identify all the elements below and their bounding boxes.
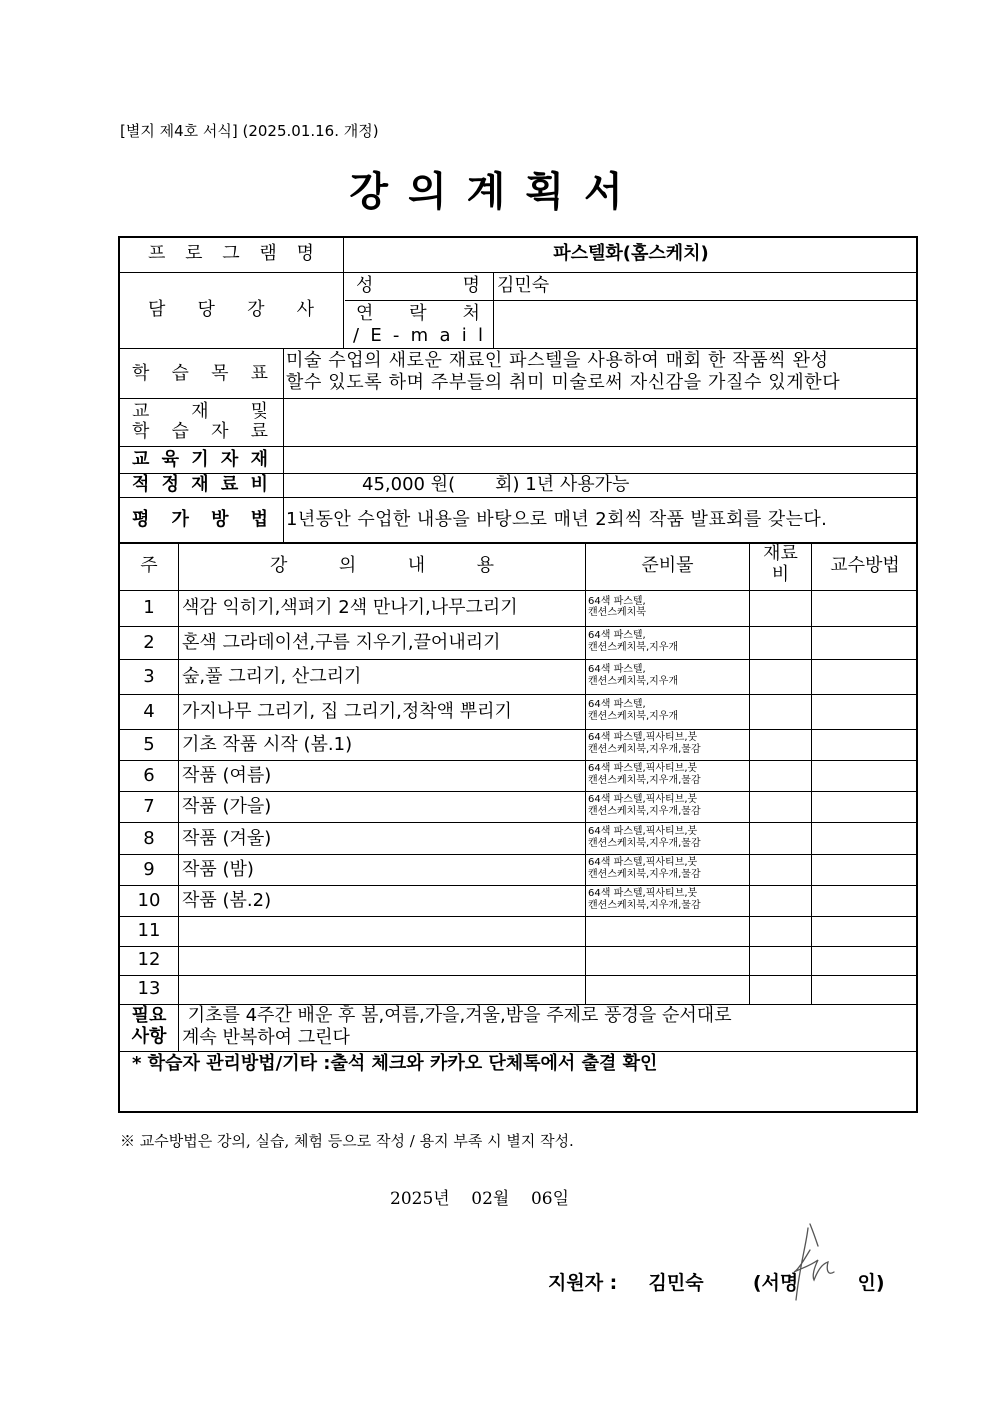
col-content-header: 강 의 내 용	[270, 555, 496, 576]
week-content: 혼색 그라데이션,구름 지우기,끌어내리기	[182, 632, 501, 653]
sign-open: (서명	[752, 1272, 799, 1294]
week-prep-2: 캔션스케치북,지우개,물감	[588, 806, 701, 817]
week-content: 작품 (여름)	[182, 765, 272, 786]
handwritten-signature	[788, 1220, 840, 1306]
week-prep-1: 64색 파스텔,	[588, 664, 646, 675]
equipment-label: 교 육 기 자 재	[132, 449, 270, 470]
week-prep-2: 캔션스케치북	[588, 607, 646, 618]
goal-label: 학 습 목 표	[132, 363, 270, 384]
week-prep-2: 캔션스케치북,지우개,물감	[588, 869, 701, 880]
applicant-label: 지원자 :	[548, 1272, 618, 1294]
week-content: 가지나무 그리기, 집 그리기,정착액 뿌리기	[182, 701, 512, 722]
week-prep-2: 캔션스케치북,지우개	[588, 676, 679, 687]
week-number: 9	[143, 859, 155, 880]
week-prep-2: 캔션스케치북,지우개	[588, 711, 679, 722]
week-prep-1: 64색 파스텔,	[588, 699, 646, 710]
week-prep-1: 64색 파스텔,픽사티브,붓	[588, 732, 698, 743]
week-number: 3	[143, 666, 155, 687]
document-title: 강의계획서	[349, 169, 643, 215]
instructor-label: 담 당 강 사	[148, 299, 316, 320]
week-prep-1: 64색 파스텔,픽사티브,붓	[588, 857, 698, 868]
instructor-name: 김민숙	[497, 275, 550, 296]
submission-date: 2025년 02월 06일	[390, 1189, 570, 1209]
week-prep-2: 캔션스케치북,지우개,물감	[588, 744, 701, 755]
fee-label: 적 정 재 료 비	[132, 474, 270, 495]
week-content: 색감 익히기,색펴기 2색 만나기,나무그리기	[182, 597, 518, 618]
footnote: ※ 교수방법은 강의, 실습, 체험 등으로 작성 / 용지 부족 시 별지 작성.	[120, 1132, 574, 1150]
evaluation-value: 1년동안 수업한 내용을 바탕으로 매년 2회씩 작품 발표회를 갖는다.	[286, 509, 828, 530]
week-number: 12	[137, 949, 161, 970]
col-cost-header-1: 재료	[763, 543, 798, 564]
col-method-header: 교수방법	[830, 555, 900, 576]
week-prep-2: 캔션스케치북,지우개	[588, 642, 679, 653]
week-prep-2: 캔션스케치북,지우개,물감	[588, 838, 701, 849]
management-note: * 학습자 관리방법/기타 :출석 체크와 카카오 단체톡에서 출결 확인	[132, 1053, 658, 1074]
program-label: 프 로 그 램 명	[148, 243, 316, 264]
goal-line-1: 미술 수업의 새로운 재료인 파스텔을 사용하여 매회 한 작품씩 완성	[286, 350, 829, 371]
week-number: 8	[143, 828, 155, 849]
week-number: 2	[143, 632, 155, 653]
col-prep-header: 준비물	[641, 555, 694, 576]
form-number: [별지 제4호 서식] (2025.01.16. 개정)	[120, 122, 379, 140]
material-label-2: 학 습 자 료	[132, 421, 270, 442]
applicant-name: 김민숙	[648, 1272, 704, 1294]
week-prep-1: 64색 파스텔,픽사티브,붓	[588, 888, 698, 899]
week-prep-1: 64색 파스텔,픽사티브,붓	[588, 763, 698, 774]
col-week-header: 주	[140, 555, 158, 576]
fee-value: 45,000 원( 회) 1년 사용가능	[362, 474, 630, 495]
email-label: / E - m a i l	[353, 325, 485, 346]
week-prep-1: 64색 파스텔,픽사티브,붓	[588, 826, 698, 837]
week-number: 13	[137, 978, 161, 999]
week-prep-1: 64색 파스텔,	[588, 630, 646, 641]
week-content: 작품 (봄.2)	[182, 890, 272, 911]
required-label-1: 필요	[131, 1005, 167, 1026]
week-number: 1	[143, 597, 155, 618]
week-prep-2: 캔션스케치북,지우개,물감	[588, 775, 701, 786]
week-number: 10	[137, 890, 161, 911]
week-prep-1: 64색 파스텔,픽사티브,붓	[588, 794, 698, 805]
week-prep-2: 캔션스케치북,지우개,물감	[588, 900, 701, 911]
evaluation-label: 평 가 방 법	[132, 509, 270, 530]
week-content: 작품 (밤)	[182, 859, 254, 880]
name-label: 성 명	[356, 275, 482, 296]
week-content: 작품 (가을)	[182, 796, 272, 817]
week-prep-1: 64색 파스텔,	[588, 596, 646, 607]
plan-table	[118, 236, 918, 1113]
required-label-2: 사항	[131, 1026, 167, 1047]
week-content: 숲,풀 그리기, 산그리기	[182, 666, 362, 687]
required-line-2: 계속 반복하여 그린다	[182, 1027, 350, 1048]
week-number: 5	[143, 734, 155, 755]
week-content: 작품 (겨울)	[182, 828, 272, 849]
col-cost-header-2: 비	[771, 564, 790, 585]
sign-close: 인)	[857, 1272, 885, 1294]
week-number: 6	[143, 765, 155, 786]
material-label-1: 교 재 및	[132, 401, 270, 422]
program-value: 파스텔화(홈스케치)	[553, 243, 709, 264]
week-content: 기초 작품 시작 (봄.1)	[182, 734, 353, 755]
week-number: 11	[137, 920, 161, 941]
contact-label: 연 락 처	[356, 303, 482, 324]
goal-line-2: 할수 있도록 하며 주부들의 취미 미술로써 자신감을 가질수 있게한다	[286, 372, 841, 393]
week-number: 4	[143, 701, 155, 722]
week-number: 7	[143, 796, 155, 817]
required-line-1: 기초를 4주간 배운 후 봄,여름,가을,겨울,밤을 주제로 풍경을 순서대로	[182, 1005, 732, 1026]
